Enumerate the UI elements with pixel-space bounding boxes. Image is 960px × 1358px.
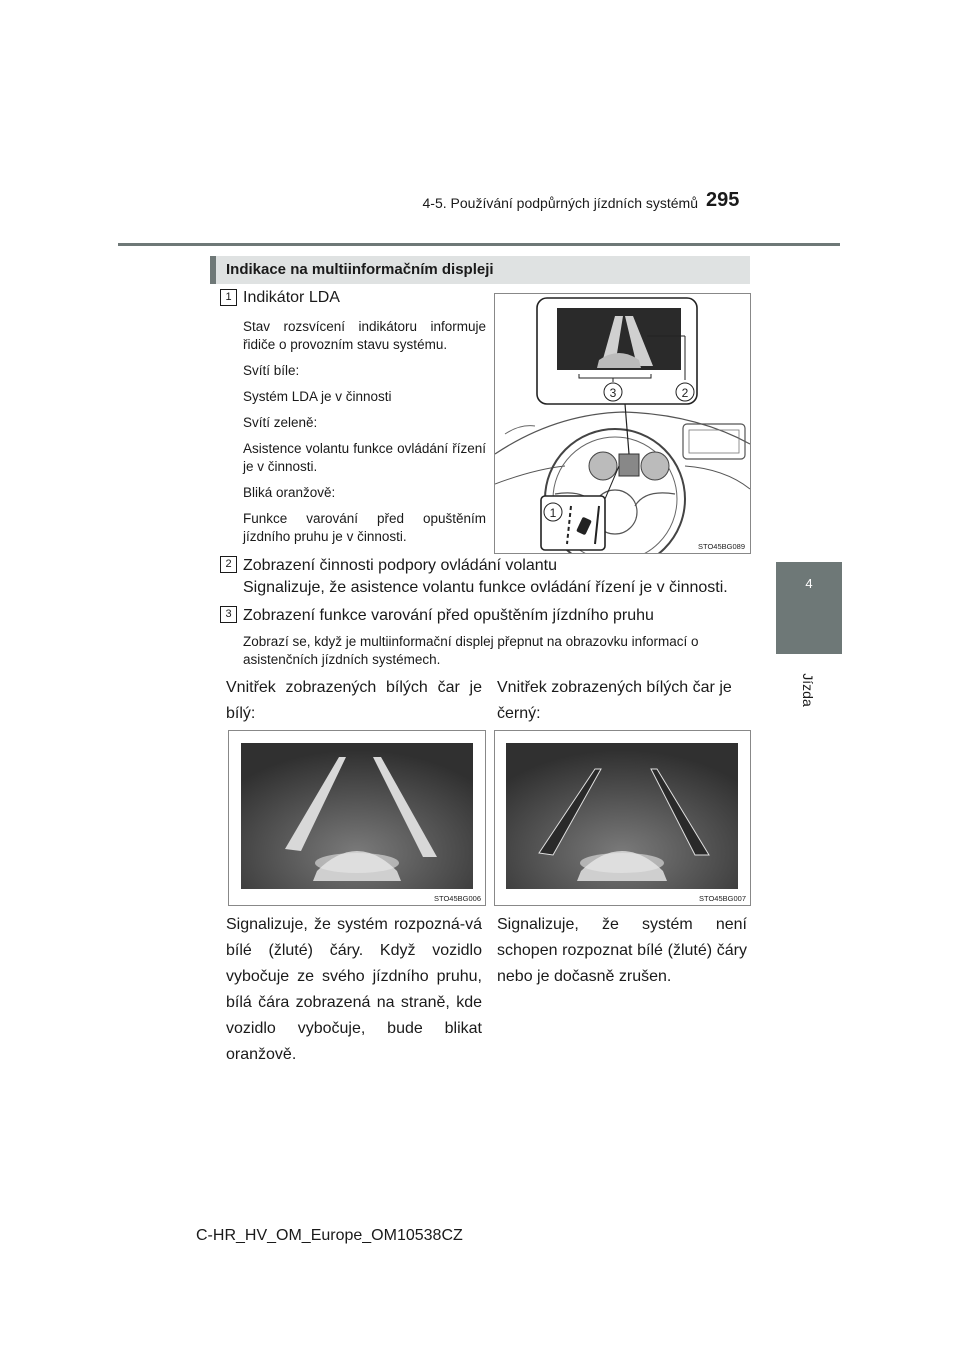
white-lines-figure-svg: [229, 731, 485, 905]
dashboard-illustration: [494, 293, 751, 554]
item-title-1: Indikátor LDA: [243, 289, 340, 306]
item-number-2: 2: [220, 556, 237, 573]
running-header: 4-5. Používání podpůrných jízdních systémů: [422, 195, 698, 211]
header-rule: [118, 243, 840, 246]
section-heading-accent: [210, 256, 216, 284]
item-1-paragraph: Svítí bíle:: [243, 363, 300, 378]
chapter-label-text: Jízda: [800, 673, 816, 707]
item-number-3: 3: [220, 606, 237, 623]
item-1-paragraph: Svítí zeleně:: [243, 415, 318, 430]
item-1-paragraph: Bliká oranžově:: [243, 485, 336, 500]
item-1-paragraph: Stav rozsvícení indikátoru informuje řidiče o provozním stavu systému.: [243, 319, 486, 352]
item-1-paragraph: Asistence volantu funkce ovládání řízení je v činnosti.: [243, 441, 486, 474]
right-caption: Vnitřek zobrazených bílých čar je černý:: [497, 679, 732, 722]
item-1-paragraph: Systém LDA je v činnosti: [243, 389, 392, 404]
callout-2: 2: [681, 386, 689, 400]
figure-code: STO45BG007: [699, 894, 746, 903]
chapter-number: 4: [805, 576, 813, 591]
item-2-description: Signalizuje, že asistence volantu funkce ovládání řízení je v činnosti.: [243, 579, 728, 596]
callout-1: 1: [549, 506, 557, 520]
document-id: C-HR_HV_OM_Europe_OM10538CZ: [196, 1227, 463, 1244]
figure-code: STO45BG006: [434, 894, 481, 903]
chapter-tab: [776, 562, 842, 654]
left-caption: Vnitřek zobrazených bílých čar je bílý:: [226, 679, 482, 722]
page-number: 295: [706, 189, 740, 211]
black-lines-figure-svg: [495, 731, 750, 905]
white-lines-figure: [228, 730, 486, 906]
black-lines-figure: [494, 730, 751, 906]
figure-code: STO45BG089: [698, 542, 745, 551]
item-1-text: [243, 318, 486, 546]
item-title-3: Zobrazení funkce varování před opuštěním jízdního pruhu: [243, 607, 654, 624]
right-description: Signalizuje, že systém není schopen rozpoznat bílé (žluté) čáry nebo je dočasně zrušen.: [497, 916, 747, 985]
section-heading: Indikace na multiinformačním displeji: [226, 261, 494, 278]
section-heading-bar: [210, 256, 750, 284]
left-description: Signalizuje, že systém rozpozná-vá bílé (žluté) čáry. Když vozidlo vybočuje ze svého jízdního pruhu, bílá čára zobrazená na straně, kde vozidlo vybočuje, bude blikat oranžově.: [226, 916, 482, 1063]
chapter-label: [796, 660, 820, 720]
item-number-1: 1: [220, 289, 237, 306]
item-3-description: Zobrazí se, když je multiinformační displej přepnut na obrazovku informací o asistenčních jízdních systémech.: [243, 634, 699, 667]
item-title-2: Zobrazení činnosti podpory ovládání volantu: [243, 557, 557, 574]
callout-3: 3: [609, 386, 617, 400]
dashboard-illustration-svg: [495, 294, 750, 553]
item-1-paragraph: Funkce varování před opuštěním jízdního pruhu je v činnosti.: [243, 511, 486, 544]
